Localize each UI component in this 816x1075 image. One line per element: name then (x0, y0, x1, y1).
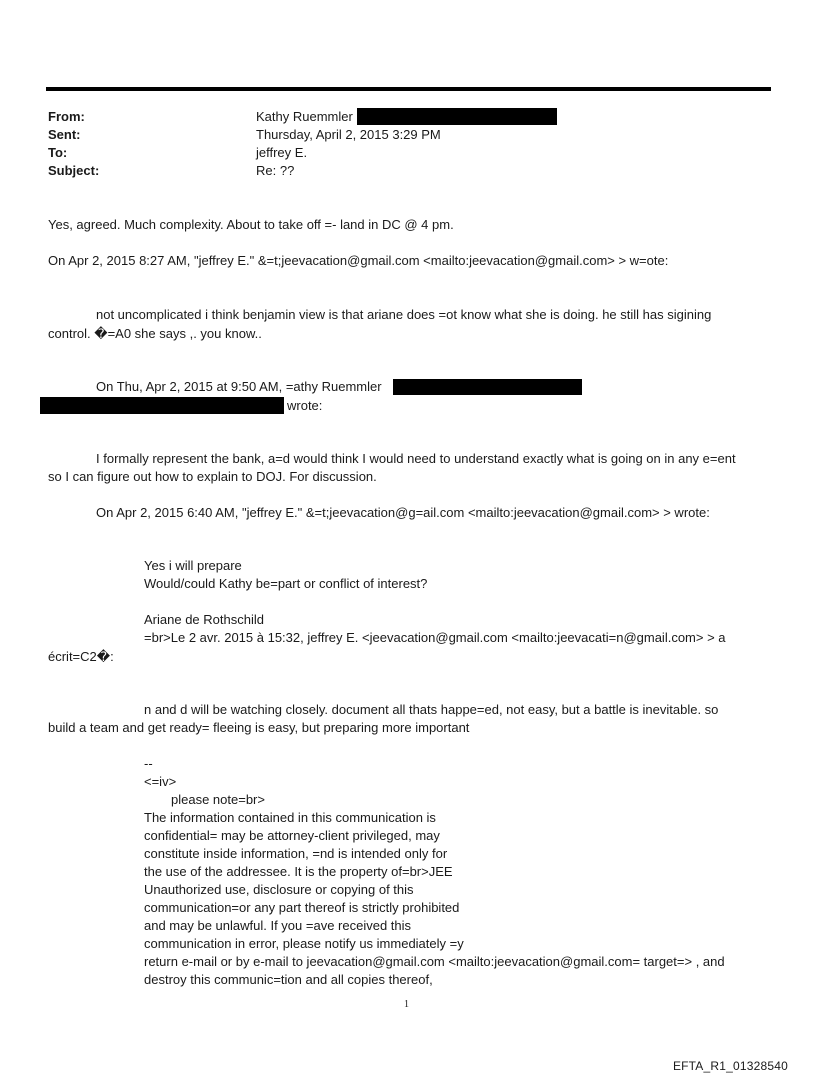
body-line: confidential= may be attorney-client privileged, may (144, 828, 440, 843)
body-line: build a team and get ready= fleeing is easy, but preparing more important (48, 720, 470, 735)
body-line: the use of the addressee. It is the property of=br>JEE (144, 864, 453, 879)
from-value: Kathy Ruemmler (256, 109, 353, 124)
to-value: jeffrey E. (256, 145, 308, 160)
body-line: constitute inside information, =nd is intended only for (144, 846, 448, 861)
sent-value: Thursday, April 2, 2015 3:29 PM (256, 127, 441, 142)
subject-label: Subject: (48, 163, 100, 178)
body-line: On Apr 2, 2015 8:27 AM, "jeffrey E." &=t;jeevacation@gmail.com <mailto:jeevacation@gmail.com> > w=ote: (48, 253, 669, 268)
sent-label: Sent: (48, 127, 81, 142)
redaction-box (393, 379, 582, 395)
body-line: communication in error, please notify us immediately =y (144, 936, 464, 951)
body-line: so I can figure out how to explain to DOJ. For discussion. (48, 469, 377, 484)
to-label: To: (48, 145, 68, 160)
body-line: <=iv> (144, 774, 177, 789)
body-line: and may be unlawful. If you =ave received this (144, 918, 412, 933)
subject-value: Re: ?? (256, 163, 295, 178)
body-line: écrit=C2�: (48, 649, 114, 664)
body-line: Would/could Kathy be=part or conflict of interest? (144, 576, 428, 591)
body-line: wrote: (287, 398, 323, 413)
body-line: -- (144, 756, 153, 771)
body-line: communication=or any part thereof is strictly prohibited (144, 900, 460, 915)
body-line: return e-mail or by e-mail to jeevacation@gmail.com <mailto:jeevacation@gmail.com= target=> , and (144, 954, 725, 969)
body-line: n and d will be watching closely. document all thats happe=ed, not easy, but a battle is inevitable. so (144, 702, 719, 717)
redaction-box (357, 108, 557, 125)
body-line: The information contained in this communication is (144, 810, 436, 825)
body-line: Yes i will prepare (144, 558, 242, 573)
body-line: =br>Le 2 avr. 2015 à 15:32, jeffrey E. <jeevacation@gmail.com <mailto:jeevacati=n@gmail.com> > a (144, 630, 726, 645)
body-line: control. �=A0 she says ,. you know.. (48, 326, 262, 341)
body-line: Ariane de Rothschild (144, 612, 264, 627)
body-line: please note=br> (171, 792, 265, 807)
document-id: EFTA_R1_01328540 (672, 1059, 788, 1073)
body-line: On Thu, Apr 2, 2015 at 9:50 AM, =athy Ruemmler (96, 379, 382, 394)
from-label: From: (48, 109, 85, 124)
body-line: I formally represent the bank, a=d would think I would need to understand exactly what is going on in any e=ent (96, 451, 736, 466)
body-line: Yes, agreed. Much complexity. About to take off =- land in DC @ 4 pm. (48, 217, 454, 232)
body-line: On Apr 2, 2015 6:40 AM, "jeffrey E." &=t;jeevacation@g=ail.com <mailto:jeevacation@gmail.com> > wrote: (96, 505, 710, 520)
page-number: 1 (404, 999, 409, 1010)
redaction-box (40, 397, 284, 414)
body-line: not uncomplicated i think benjamin view is that ariane does =ot know what she is doing. he still has sigining (96, 307, 712, 322)
header-rule (46, 87, 771, 91)
body-line: Unauthorized use, disclosure or copying of this (144, 882, 414, 897)
body-line: destroy this communic=tion and all copies thereof, (144, 972, 433, 987)
